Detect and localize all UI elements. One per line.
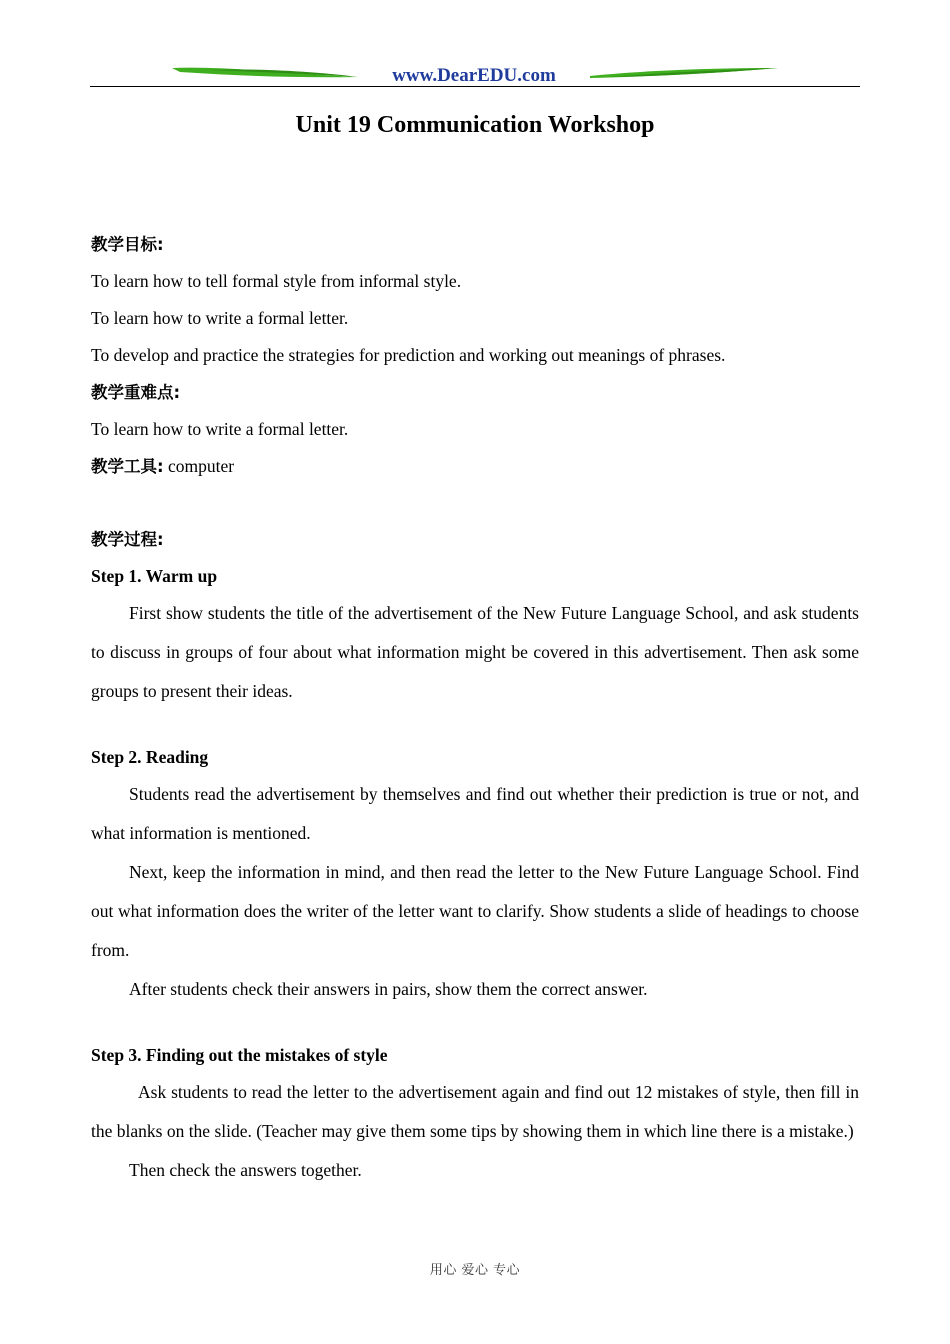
- step-paragraph: Next, keep the information in mind, and then read the letter to the New Future Language School. Find out what information does the writer of the letter want to clarify. Show students a slide of headings to choose from.: [91, 862, 859, 960]
- left-swoosh: [172, 68, 358, 78]
- key-points-text: To learn how to write a formal letter.: [91, 419, 349, 439]
- page-footer: 用心 爱心 专心: [429, 1263, 521, 1278]
- step-paragraph: Then check the answers together.: [129, 1160, 362, 1180]
- header-swoosh-graphic: [90, 62, 860, 88]
- site-url: www.DearEDU.com: [392, 65, 556, 86]
- header-banner: [90, 62, 860, 88]
- objectives-section: [91, 232, 859, 367]
- objective-item: To learn how to write a formal letter.: [91, 308, 349, 328]
- step-heading: Step 3. Finding out the mistakes of style: [91, 1045, 388, 1065]
- process-label: 教学过程:: [91, 530, 164, 549]
- step-paragraph: First show students the title of the advertisement of the New Future Language School, and ask students to discuss in groups of four about what information might be covered in this advertisement. Then ask some groups to present their ideas.: [91, 603, 859, 701]
- step-heading: Step 2. Reading: [91, 747, 209, 767]
- tools-section: [91, 454, 859, 478]
- document-body: [91, 232, 859, 1190]
- objective-item: To develop and practice the strategies for prediction and working out meanings of phrases.: [91, 345, 726, 365]
- objectives-label: 教学目标:: [91, 235, 164, 254]
- step-paragraph: After students check their answers in pairs, show them the correct answer.: [129, 979, 648, 999]
- key-points-label: 教学重难点:: [91, 383, 181, 402]
- step-heading: Step 1. Warm up: [91, 566, 218, 586]
- step-2: [91, 745, 859, 1009]
- page-title: Unit 19 Communication Workshop: [295, 112, 655, 138]
- step-paragraph: Ask students to read the letter to the advertisement again and find out 12 mistakes of style, then fill in the blanks on the slide. (Teacher may give them some tips by showing them in which line there is a mistake.): [91, 1082, 859, 1141]
- tools-line: [91, 454, 859, 478]
- process-section: [91, 527, 859, 1190]
- header-rule: [90, 86, 860, 87]
- step-1: [91, 564, 859, 711]
- objective-item: To learn how to tell formal style from informal style.: [91, 271, 462, 291]
- tools-text: computer: [167, 456, 235, 476]
- key-points-section: [91, 380, 859, 441]
- step-paragraph: Students read the advertisement by themselves and find out whether their prediction is true or not, and what information is mentioned.: [91, 784, 859, 843]
- step-3: [91, 1043, 859, 1190]
- tools-label: 教学工具:: [91, 457, 164, 476]
